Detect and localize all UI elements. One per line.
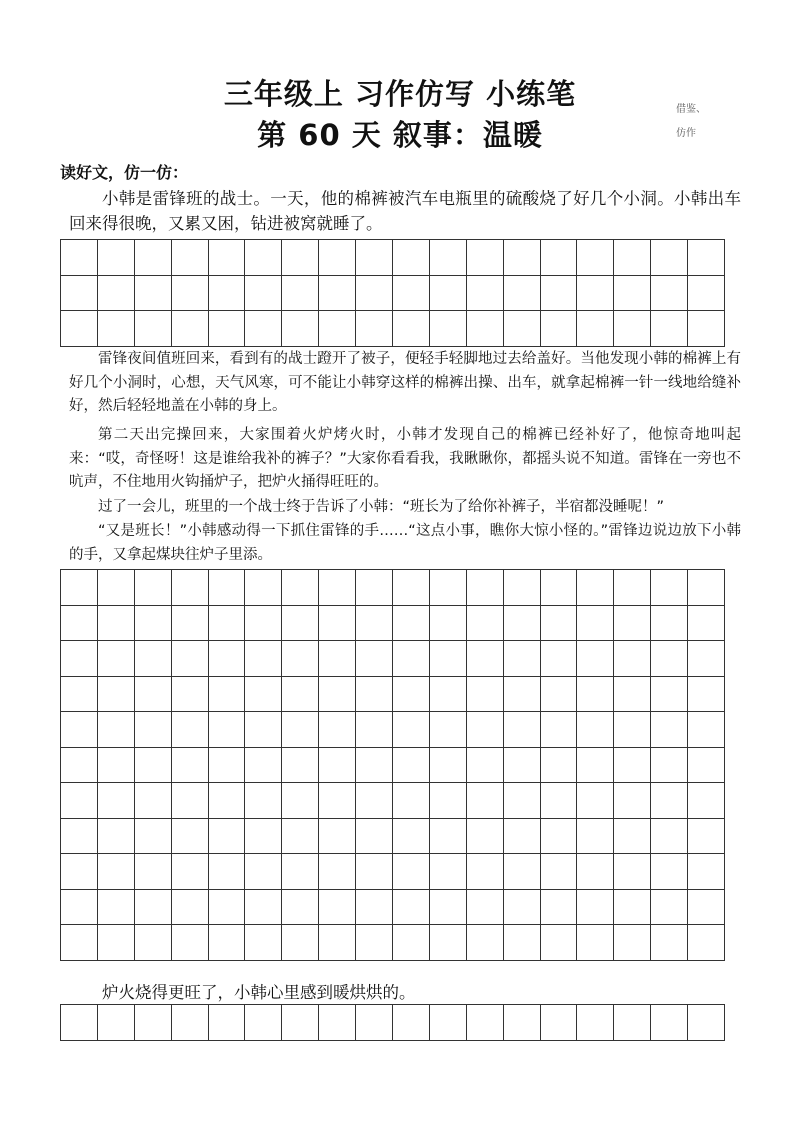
grid-cell[interactable] <box>651 819 688 855</box>
grid-cell[interactable] <box>467 677 504 713</box>
grid-cell[interactable] <box>282 1005 319 1041</box>
grid-cell[interactable] <box>541 1005 578 1041</box>
grid-cell[interactable] <box>393 890 430 926</box>
grid-cell[interactable] <box>282 570 319 606</box>
grid-cell[interactable] <box>614 712 651 748</box>
grid-cell[interactable] <box>135 854 172 890</box>
grid-cell[interactable] <box>614 854 651 890</box>
grid-cell[interactable] <box>172 1005 209 1041</box>
grid-cell[interactable] <box>135 606 172 642</box>
grid-cell[interactable] <box>393 925 430 961</box>
grid-cell[interactable] <box>541 748 578 784</box>
grid-cell[interactable] <box>209 677 246 713</box>
grid-cell[interactable] <box>614 748 651 784</box>
grid-cell[interactable] <box>688 748 725 784</box>
grid-cell[interactable] <box>319 748 356 784</box>
grid-cell[interactable] <box>393 240 430 276</box>
grid-cell[interactable] <box>245 606 282 642</box>
grid-cell[interactable] <box>651 712 688 748</box>
grid-cell[interactable] <box>172 240 209 276</box>
grid-cell[interactable] <box>319 854 356 890</box>
grid-cell[interactable] <box>98 748 135 784</box>
grid-cell[interactable] <box>577 712 614 748</box>
grid-cell[interactable] <box>172 677 209 713</box>
grid-cell[interactable] <box>61 570 98 606</box>
grid-cell[interactable] <box>319 276 356 312</box>
grid-cell[interactable] <box>319 925 356 961</box>
grid-cell[interactable] <box>245 783 282 819</box>
grid-cell[interactable] <box>614 677 651 713</box>
grid-cell[interactable] <box>541 819 578 855</box>
corner-label-2: 仿作 <box>676 128 696 139</box>
grid-cell[interactable] <box>614 641 651 677</box>
paragraph-4: 过了一会儿，班里的一个战士终于告诉了小韩：“班长为了给你补裤子，半宿都没睡呢！” <box>98 499 665 515</box>
grid-cell[interactable] <box>61 712 98 748</box>
grid-cell[interactable] <box>467 641 504 677</box>
grid-cell[interactable] <box>651 783 688 819</box>
grid-cell[interactable] <box>688 890 725 926</box>
grid-cell[interactable] <box>577 570 614 606</box>
grid-cell[interactable] <box>98 854 135 890</box>
grid-cell[interactable] <box>209 240 246 276</box>
grid-cell[interactable] <box>98 925 135 961</box>
grid-cell[interactable] <box>393 748 430 784</box>
grid-cell[interactable] <box>541 677 578 713</box>
grid-cell[interactable] <box>541 240 578 276</box>
grid-cell[interactable] <box>172 925 209 961</box>
grid-cell[interactable] <box>393 819 430 855</box>
grid-cell[interactable] <box>61 240 98 276</box>
grid-cell[interactable] <box>245 276 282 312</box>
grid-cell[interactable] <box>614 240 651 276</box>
grid-cell[interactable] <box>541 712 578 748</box>
grid-cell[interactable] <box>282 606 319 642</box>
grid-cell[interactable] <box>209 570 246 606</box>
grid-cell[interactable] <box>688 783 725 819</box>
grid-cell[interactable] <box>319 783 356 819</box>
grid-cell[interactable] <box>61 641 98 677</box>
grid-cell[interactable] <box>504 748 541 784</box>
grid-cell[interactable] <box>430 641 467 677</box>
grid-cell[interactable] <box>614 1005 651 1041</box>
grid-cell[interactable] <box>393 641 430 677</box>
grid-cell[interactable] <box>688 854 725 890</box>
grid-cell[interactable] <box>614 819 651 855</box>
grid-cell[interactable] <box>651 311 688 347</box>
grid-cell[interactable] <box>430 276 467 312</box>
grid-cell[interactable] <box>209 890 246 926</box>
grid-cell[interactable] <box>504 712 541 748</box>
grid-cell[interactable] <box>356 748 393 784</box>
paragraph-3: 第二天出完操回来，大家围着火炉烤火时，小韩才发现自己的棉裤已经补好了，他惊奇地叫起来：“哎，奇怪呀！这是谁给我补的裤子？”大家你看看我，我瞅瞅你，都摇头说不知道。雷锋在一旁也不吭声，不住地用火钩捅炉子，把炉火捅得旺旺的。 <box>69 427 741 490</box>
grid-cell[interactable] <box>577 641 614 677</box>
grid-cell[interactable] <box>61 819 98 855</box>
grid-cell[interactable] <box>577 606 614 642</box>
grid-cell[interactable] <box>688 240 725 276</box>
grid-cell[interactable] <box>356 925 393 961</box>
grid-cell[interactable] <box>430 890 467 926</box>
grid-cell[interactable] <box>614 570 651 606</box>
grid-cell[interactable] <box>282 854 319 890</box>
grid-cell[interactable] <box>135 677 172 713</box>
grid-cell[interactable] <box>356 240 393 276</box>
grid-cell[interactable] <box>98 890 135 926</box>
grid-cell[interactable] <box>430 677 467 713</box>
grid-cell[interactable] <box>356 677 393 713</box>
grid-cell[interactable] <box>61 783 98 819</box>
grid-cell[interactable] <box>577 783 614 819</box>
grid-cell[interactable] <box>282 641 319 677</box>
grid-cell[interactable] <box>541 641 578 677</box>
grid-cell[interactable] <box>430 570 467 606</box>
grid-cell[interactable] <box>393 276 430 312</box>
grid-cell[interactable] <box>393 854 430 890</box>
grid-cell[interactable] <box>282 890 319 926</box>
writing-grid-2[interactable] <box>60 569 725 961</box>
grid-cell[interactable] <box>651 570 688 606</box>
grid-cell[interactable] <box>577 240 614 276</box>
grid-cell[interactable] <box>356 570 393 606</box>
grid-cell[interactable] <box>356 641 393 677</box>
grid-cell[interactable] <box>651 276 688 312</box>
grid-cell[interactable] <box>504 677 541 713</box>
grid-cell[interactable] <box>688 641 725 677</box>
grid-cell[interactable] <box>282 677 319 713</box>
grid-cell[interactable] <box>61 311 98 347</box>
grid-cell[interactable] <box>135 925 172 961</box>
grid-cell[interactable] <box>172 890 209 926</box>
grid-cell[interactable] <box>282 748 319 784</box>
grid-cell[interactable] <box>135 819 172 855</box>
grid-cell[interactable] <box>651 641 688 677</box>
grid-cell[interactable] <box>319 570 356 606</box>
grid-cell[interactable] <box>356 854 393 890</box>
grid-cell[interactable] <box>172 311 209 347</box>
grid-cell[interactable] <box>61 606 98 642</box>
grid-cell[interactable] <box>319 311 356 347</box>
grid-cell[interactable] <box>430 783 467 819</box>
grid-cell[interactable] <box>172 819 209 855</box>
grid-cell[interactable] <box>577 890 614 926</box>
grid-cell[interactable] <box>504 925 541 961</box>
corner-label-1: 借鉴、 <box>676 104 706 115</box>
grid-cell[interactable] <box>98 606 135 642</box>
grid-cell[interactable] <box>467 712 504 748</box>
grid-cell[interactable] <box>245 240 282 276</box>
grid-cell[interactable] <box>61 748 98 784</box>
page-title-line-2: 第 60 天 叙事：温暖 <box>257 118 543 152</box>
grid-cell[interactable] <box>319 240 356 276</box>
grid-cell[interactable] <box>356 311 393 347</box>
grid-cell[interactable] <box>393 606 430 642</box>
grid-cell[interactable] <box>688 925 725 961</box>
grid-cell[interactable] <box>577 819 614 855</box>
grid-cell[interactable] <box>430 748 467 784</box>
grid-cell[interactable] <box>614 606 651 642</box>
grid-cell[interactable] <box>467 748 504 784</box>
grid-cell[interactable] <box>61 925 98 961</box>
grid-cell[interactable] <box>688 570 725 606</box>
grid-cell[interactable] <box>393 677 430 713</box>
grid-cell[interactable] <box>541 925 578 961</box>
grid-cell[interactable] <box>209 311 246 347</box>
grid-cell[interactable] <box>430 819 467 855</box>
grid-cell[interactable] <box>688 311 725 347</box>
grid-cell[interactable] <box>504 1005 541 1041</box>
grid-cell[interactable] <box>356 819 393 855</box>
grid-cell[interactable] <box>172 570 209 606</box>
grid-cell[interactable] <box>430 1005 467 1041</box>
grid-cell[interactable] <box>61 276 98 312</box>
grid-cell[interactable] <box>98 570 135 606</box>
grid-cell[interactable] <box>172 783 209 819</box>
grid-cell[interactable] <box>467 783 504 819</box>
grid-cell[interactable] <box>209 712 246 748</box>
grid-cell[interactable] <box>209 641 246 677</box>
grid-cell[interactable] <box>651 890 688 926</box>
grid-cell[interactable] <box>245 1005 282 1041</box>
grid-cell[interactable] <box>688 712 725 748</box>
grid-cell[interactable] <box>393 783 430 819</box>
grid-cell[interactable] <box>61 854 98 890</box>
grid-cell[interactable] <box>541 854 578 890</box>
grid-cell[interactable] <box>245 854 282 890</box>
grid-cell[interactable] <box>245 925 282 961</box>
grid-cell[interactable] <box>504 854 541 890</box>
grid-cell[interactable] <box>209 854 246 890</box>
grid-cell[interactable] <box>541 570 578 606</box>
grid-cell[interactable] <box>135 240 172 276</box>
grid-cell[interactable] <box>135 570 172 606</box>
grid-cell[interactable] <box>245 570 282 606</box>
grid-cell[interactable] <box>356 606 393 642</box>
grid-cell[interactable] <box>61 1005 98 1041</box>
grid-cell[interactable] <box>209 819 246 855</box>
grid-cell[interactable] <box>135 641 172 677</box>
grid-cell[interactable] <box>245 311 282 347</box>
grid-cell[interactable] <box>282 819 319 855</box>
grid-cell[interactable] <box>467 240 504 276</box>
grid-cell[interactable] <box>98 783 135 819</box>
grid-cell[interactable] <box>98 311 135 347</box>
grid-cell[interactable] <box>282 712 319 748</box>
grid-cell[interactable] <box>577 854 614 890</box>
grid-cell[interactable] <box>245 712 282 748</box>
grid-cell[interactable] <box>98 1005 135 1041</box>
grid-cell[interactable] <box>541 276 578 312</box>
writing-grid-3[interactable] <box>60 1004 725 1041</box>
grid-cell[interactable] <box>172 606 209 642</box>
grid-cell[interactable] <box>430 606 467 642</box>
grid-cell[interactable] <box>688 276 725 312</box>
grid-cell[interactable] <box>61 677 98 713</box>
grid-cell[interactable] <box>209 925 246 961</box>
grid-cell[interactable] <box>98 819 135 855</box>
grid-cell[interactable] <box>467 854 504 890</box>
grid-cell[interactable] <box>467 276 504 312</box>
grid-cell[interactable] <box>651 925 688 961</box>
grid-cell[interactable] <box>356 712 393 748</box>
grid-cell[interactable] <box>577 925 614 961</box>
grid-cell[interactable] <box>504 783 541 819</box>
grid-cell[interactable] <box>135 1005 172 1041</box>
grid-cell[interactable] <box>172 854 209 890</box>
grid-cell[interactable] <box>209 783 246 819</box>
grid-cell[interactable] <box>688 819 725 855</box>
grid-cell[interactable] <box>356 276 393 312</box>
section-heading: 读好文，仿一仿： <box>60 163 189 182</box>
grid-cell[interactable] <box>393 1005 430 1041</box>
grid-cell[interactable] <box>135 276 172 312</box>
grid-cell[interactable] <box>245 748 282 784</box>
paragraph-2: 雷锋夜间值班回来，看到有的战士蹬开了被子，便轻手轻脚地过去给盖好。当他发现小韩的棉裤上有好几个小洞时，心想，天气风寒，可不能让小韩穿这样的棉裤出操、出车，就拿起棉裤一针一线地给缝补好，然后轻轻地盖在小韩的身上。 <box>69 351 741 414</box>
writing-grid-1[interactable] <box>60 239 725 347</box>
grid-cell[interactable] <box>688 677 725 713</box>
grid-cell[interactable] <box>651 240 688 276</box>
grid-cell[interactable] <box>541 311 578 347</box>
grid-cell[interactable] <box>467 1005 504 1041</box>
grid-cell[interactable] <box>504 570 541 606</box>
grid-cell[interactable] <box>504 311 541 347</box>
grid-cell[interactable] <box>135 890 172 926</box>
grid-cell[interactable] <box>467 570 504 606</box>
grid-cell[interactable] <box>577 1005 614 1041</box>
grid-cell[interactable] <box>541 606 578 642</box>
grid-cell[interactable] <box>245 819 282 855</box>
grid-cell[interactable] <box>319 819 356 855</box>
grid-cell[interactable] <box>282 925 319 961</box>
grid-cell[interactable] <box>282 783 319 819</box>
paragraph-1: 小韩是雷锋班的战士。一天，他的棉裤被汽车电瓶里的硫酸烧了好几个小洞。小韩出车回来得很晚，又累又困，钻进被窝就睡了。 <box>69 189 741 233</box>
grid-cell[interactable] <box>245 677 282 713</box>
grid-cell[interactable] <box>356 783 393 819</box>
grid-cell[interactable] <box>430 854 467 890</box>
grid-cell[interactable] <box>688 1005 725 1041</box>
grid-cell[interactable] <box>98 276 135 312</box>
grid-cell[interactable] <box>688 606 725 642</box>
grid-cell[interactable] <box>282 240 319 276</box>
grid-cell[interactable] <box>135 748 172 784</box>
grid-cell[interactable] <box>504 276 541 312</box>
grid-cell[interactable] <box>209 1005 246 1041</box>
grid-cell[interactable] <box>98 641 135 677</box>
grid-cell[interactable] <box>504 819 541 855</box>
grid-cell[interactable] <box>614 890 651 926</box>
grid-cell[interactable] <box>356 890 393 926</box>
grid-cell[interactable] <box>504 890 541 926</box>
grid-cell[interactable] <box>98 677 135 713</box>
grid-cell[interactable] <box>209 276 246 312</box>
grid-cell[interactable] <box>504 606 541 642</box>
grid-cell[interactable] <box>282 276 319 312</box>
grid-cell[interactable] <box>577 677 614 713</box>
grid-cell[interactable] <box>209 606 246 642</box>
grid-cell[interactable] <box>614 783 651 819</box>
grid-cell[interactable] <box>356 1005 393 1041</box>
grid-cell[interactable] <box>430 240 467 276</box>
grid-cell[interactable] <box>172 641 209 677</box>
grid-cell[interactable] <box>651 606 688 642</box>
grid-cell[interactable] <box>541 890 578 926</box>
grid-cell[interactable] <box>504 641 541 677</box>
paragraph-5: “又是班长！”小韩感动得一下抓住雷锋的手……“这点小事，瞧你大惊小怪的。”雷锋边说边放下小韩的手，又拿起煤块往炉子里添。 <box>69 523 741 563</box>
grid-cell[interactable] <box>467 819 504 855</box>
grid-cell[interactable] <box>651 1005 688 1041</box>
grid-cell[interactable] <box>504 240 541 276</box>
grid-cell[interactable] <box>393 570 430 606</box>
grid-cell[interactable] <box>614 276 651 312</box>
grid-cell[interactable] <box>467 606 504 642</box>
grid-cell[interactable] <box>172 276 209 312</box>
grid-cell[interactable] <box>245 890 282 926</box>
grid-cell[interactable] <box>541 783 578 819</box>
grid-cell[interactable] <box>393 712 430 748</box>
grid-cell[interactable] <box>61 890 98 926</box>
grid-cell[interactable] <box>172 712 209 748</box>
grid-cell[interactable] <box>393 311 430 347</box>
grid-cell[interactable] <box>282 311 319 347</box>
page-title-line-1: 三年级上 习作仿写 小练笔 <box>223 77 577 111</box>
grid-cell[interactable] <box>319 712 356 748</box>
paragraph-6: 炉火烧得更旺了，小韩心里感到暖烘烘的。 <box>102 983 416 1002</box>
grid-cell[interactable] <box>319 641 356 677</box>
grid-cell[interactable] <box>614 311 651 347</box>
grid-cell[interactable] <box>209 748 246 784</box>
grid-cell[interactable] <box>651 748 688 784</box>
grid-cell[interactable] <box>651 854 688 890</box>
grid-cell[interactable] <box>245 641 282 677</box>
grid-cell[interactable] <box>467 925 504 961</box>
grid-cell[interactable] <box>467 890 504 926</box>
grid-cell[interactable] <box>430 925 467 961</box>
grid-cell[interactable] <box>430 712 467 748</box>
grid-cell[interactable] <box>98 240 135 276</box>
grid-cell[interactable] <box>319 890 356 926</box>
grid-cell[interactable] <box>319 606 356 642</box>
grid-cell[interactable] <box>319 677 356 713</box>
grid-cell[interactable] <box>135 311 172 347</box>
grid-cell[interactable] <box>577 748 614 784</box>
grid-cell[interactable] <box>98 712 135 748</box>
grid-cell[interactable] <box>430 311 467 347</box>
grid-cell[interactable] <box>577 276 614 312</box>
grid-cell[interactable] <box>172 748 209 784</box>
grid-cell[interactable] <box>577 311 614 347</box>
grid-cell[interactable] <box>651 677 688 713</box>
grid-cell[interactable] <box>614 925 651 961</box>
grid-cell[interactable] <box>467 311 504 347</box>
grid-cell[interactable] <box>135 712 172 748</box>
grid-cell[interactable] <box>319 1005 356 1041</box>
grid-cell[interactable] <box>135 783 172 819</box>
